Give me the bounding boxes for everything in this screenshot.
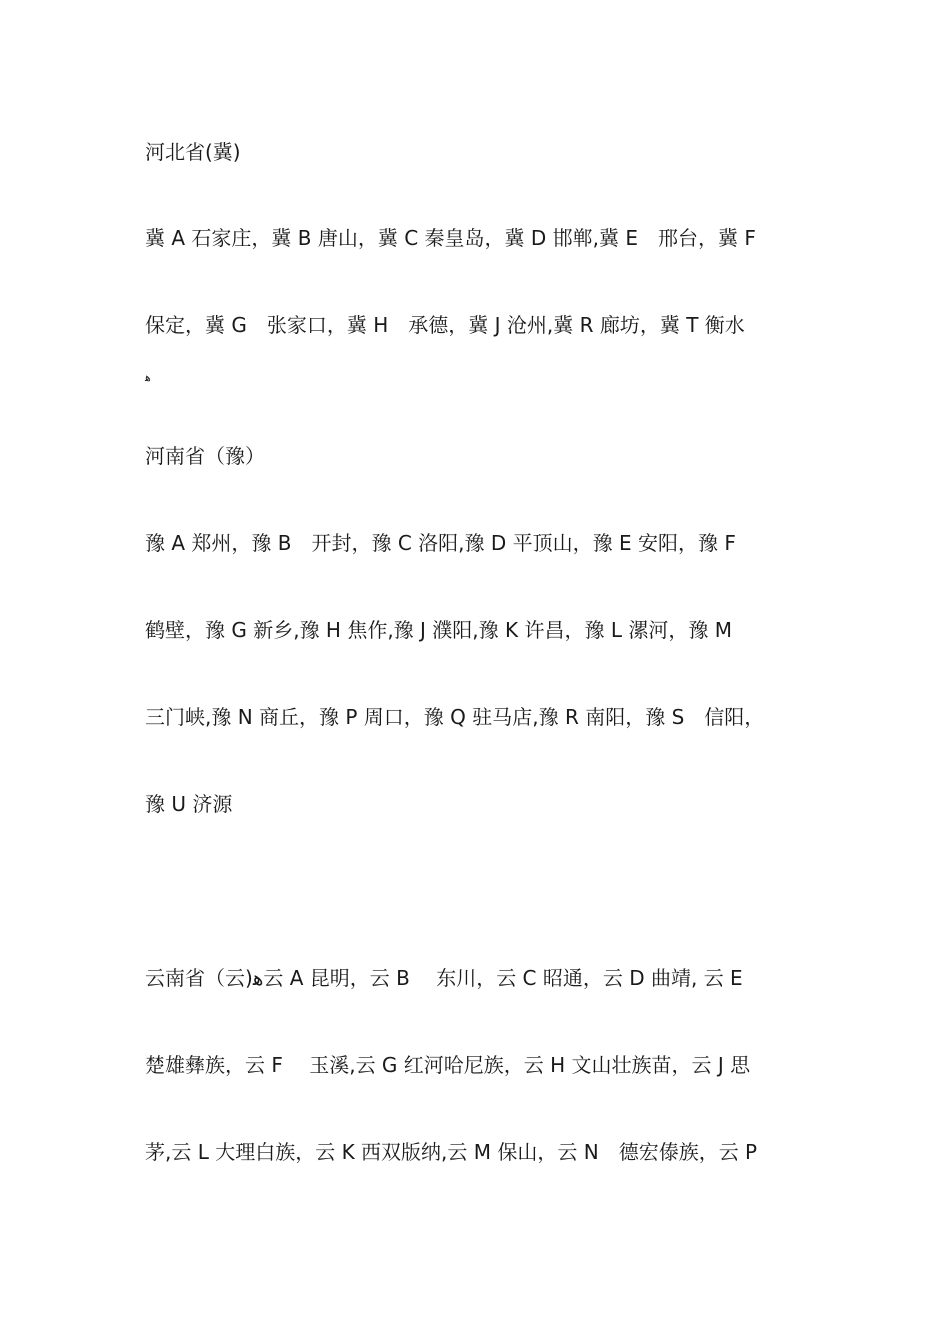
henan-plates-line-3: 三门峡,豫 N 商丘，豫 P 周口，豫 Q 驻马店,豫 R 南阳，豫 S 信阳， [145,705,765,729]
hebei-plates-line-2: 保定，冀 G 张家口，冀 H 承德，冀 J 沧州,冀 R 廊坊，冀 T 衡水 [145,313,745,337]
henan-plates-line-1: 豫 A 郑州，豫 B 开封，豫 C 洛阳,豫 D 平顶山，豫 E 安阳，豫 F [145,531,736,555]
hebei-plates-line-1: 冀 A 石家庄，冀 B 唐山，冀 C 秦皇岛，冀 D 邯郸,冀 E 邢台，冀 F [145,226,756,250]
yunnan-plates-line-2: 楚雄彝族，云 F 玉溪,云 G 红河哈尼族，云 H 文山壮族苗，云 J 思 [145,1053,751,1077]
henan-heading: 河南省（豫） [145,444,265,468]
hebei-heading: 河北省(冀) [145,140,241,164]
henan-plates-line-2: 鹤壁，豫 G 新乡,豫 H 焦作,豫 J 濮阳,豫 K 许昌，豫 L 漯河，豫 M [145,618,732,642]
yunnan-plates-line-1: 云南省（云)ﻫ云 A 昆明，云 B 东川，云 C 昭通，云 D 曲靖, 云 E [145,966,743,990]
henan-plates-line-4: 豫 U 济源 [145,792,233,816]
hebei-line-break-mark: ﻫ [145,371,151,384]
yunnan-plates-line-3: 茅,云 L 大理白族，云 K 西双版纳,云 M 保山，云 N 德宏傣族，云 P [145,1140,758,1164]
